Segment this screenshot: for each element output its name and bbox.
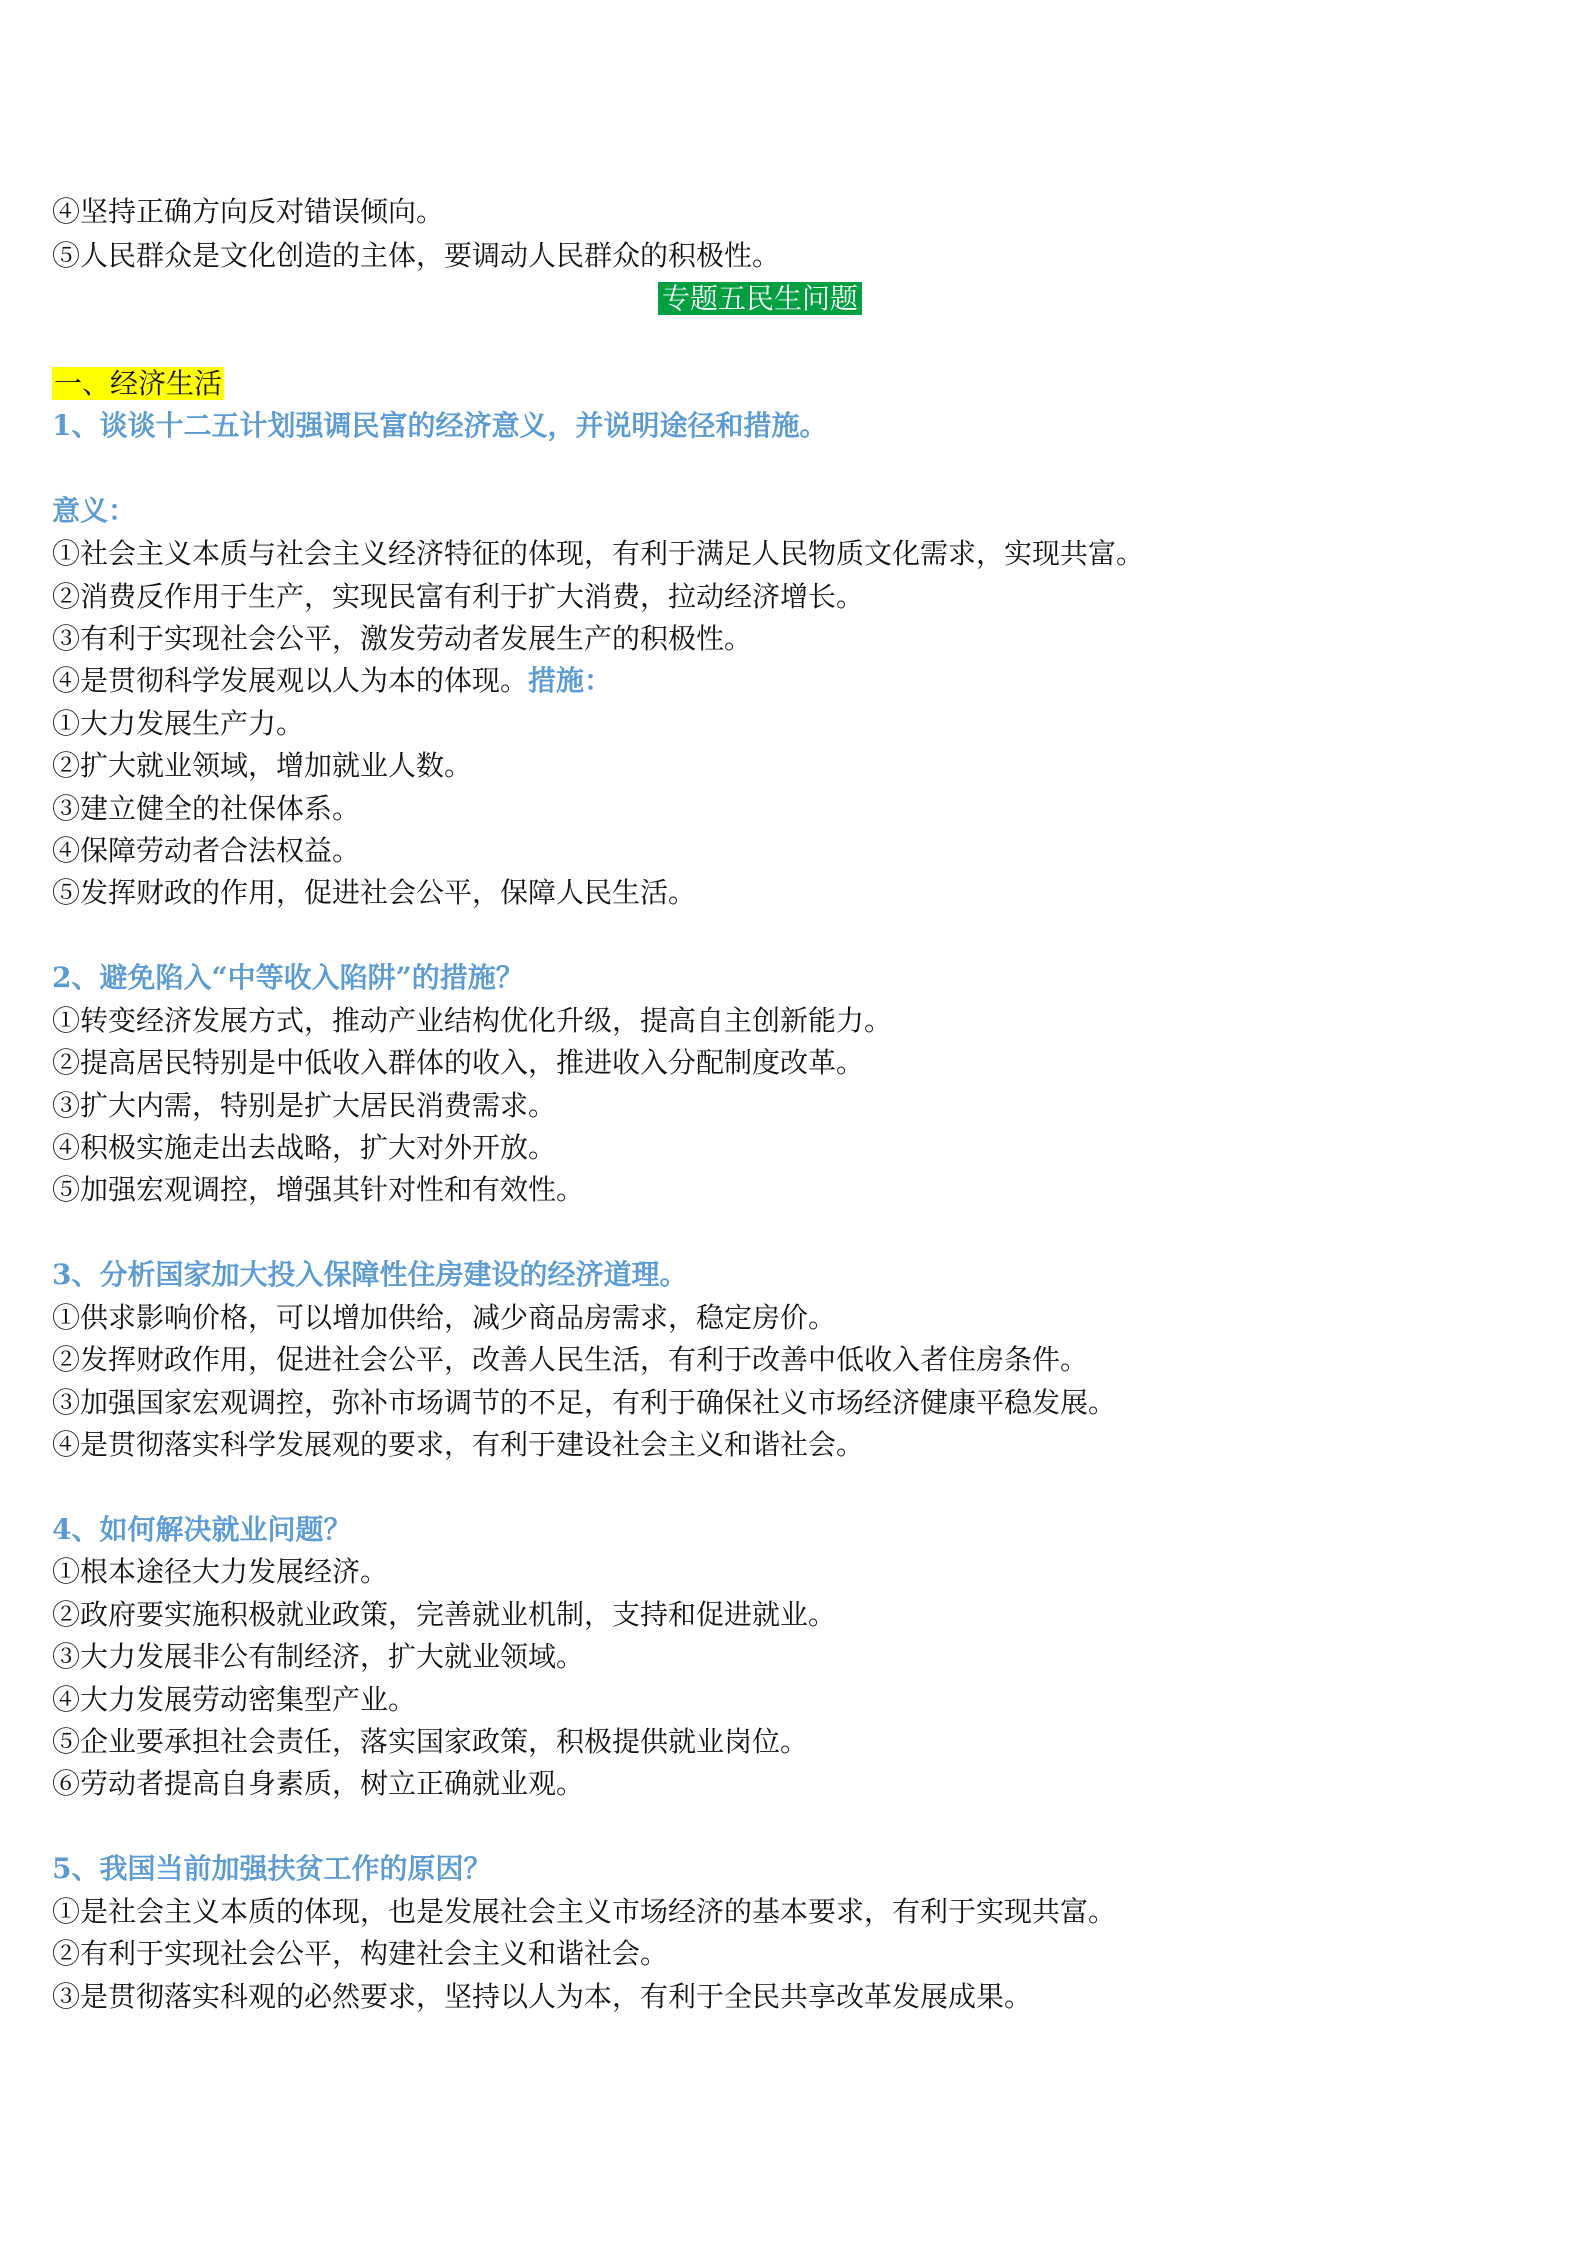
question-title: 1、谈谈十二五计划强调民富的经济意义，并说明途径和措施。 — [52, 409, 828, 442]
text-line: ③建立健全的社保体系。 — [52, 792, 361, 825]
text-line: ②政府要实施积极就业政策，完善就业机制，支持和促进就业。 — [52, 1598, 837, 1631]
text-line: ②发挥财政作用，促进社会公平，改善人民生活，有利于改善中低收入者住房条件。 — [52, 1343, 1089, 1376]
text-line: ③大力发展非公有制经济，扩大就业领域。 — [52, 1640, 585, 1673]
topic-title — [658, 279, 862, 319]
text-line: ③加强国家宏观调控，弥补市场调节的不足，有利于确保社义市场经济健康平稳发展。 — [52, 1386, 1117, 1419]
text-segment: ④是贯彻科学发展观以人为本的体现。 — [52, 664, 529, 697]
question-title: 2、避免陷入“中等收入陷阱”的措施？ — [52, 961, 524, 994]
measures-label: 措施： — [528, 664, 613, 697]
text-line: ⑤发挥财政的作用，促进社会公平，保障人民生活。 — [52, 876, 697, 909]
text-line: ②扩大就业领域，增加就业人数。 — [52, 749, 473, 782]
question-title: 4、如何解决就业问题？ — [52, 1513, 352, 1546]
topic-title-text: 专题五民生问题 — [658, 282, 862, 315]
text-line: ①根本途径大力发展经济。 — [52, 1555, 389, 1588]
text-line: ①社会主义本质与社会主义经济特征的体现，有利于满足人民物质文化需求，实现共富。 — [52, 537, 1145, 570]
text-line: ③是贯彻落实科观的必然要求，坚持以人为本，有利于全民共享改革发展成果。 — [52, 1980, 1033, 2013]
text-line: ①转变经济发展方式，推动产业结构优化升级，提高自主创新能力。 — [52, 1004, 893, 1037]
text-line: ②有利于实现社会公平，构建社会主义和谐社会。 — [52, 1937, 669, 1970]
section-title — [52, 364, 224, 404]
text-line: ④保障劳动者合法权益。 — [52, 834, 361, 867]
text-line: ⑤企业要承担社会责任，落实国家政策，积极提供就业岗位。 — [52, 1725, 809, 1758]
text-line: ⑤人民群众是文化创造的主体，要调动人民群众的积极性。 — [52, 239, 781, 272]
text-line: ④积极实施走出去战略，扩大对外开放。 — [52, 1131, 557, 1164]
text-line: ⑤加强宏观调控，增强其针对性和有效性。 — [52, 1173, 585, 1206]
text-line: ⑥劳动者提高自身素质，树立正确就业观。 — [52, 1767, 585, 1800]
section-title-text: 一、经济生活 — [54, 367, 223, 400]
text-line: ④是贯彻落实科学发展观的要求，有利于建设社会主义和谐社会。 — [52, 1428, 865, 1461]
text-line: ①大力发展生产力。 — [52, 707, 305, 740]
question-title: 3、分析国家加大投入保障性住房建设的经济道理。 — [52, 1258, 688, 1291]
text-line: ④大力发展劳动密集型产业。 — [52, 1683, 417, 1716]
text-line: ④坚持正确方向反对错误倾向。 — [52, 195, 445, 228]
question-title: 5、我国当前加强扶贫工作的原因？ — [52, 1852, 492, 1885]
text-line: ③有利于实现社会公平，激发劳动者发展生产的积极性。 — [52, 622, 753, 655]
text-line: ②提高居民特别是中低收入群体的收入，推进收入分配制度改革。 — [52, 1046, 865, 1079]
meaning-label: 意义： — [52, 494, 137, 527]
text-line: ③扩大内需，特别是扩大居民消费需求。 — [52, 1089, 557, 1122]
text-line: ①供求影响价格，可以增加供给，减少商品房需求，稳定房价。 — [52, 1301, 837, 1334]
text-line: ①是社会主义本质的体现，也是发展社会主义市场经济的基本要求，有利于实现共富。 — [52, 1895, 1117, 1928]
text-line — [52, 661, 612, 701]
text-line: ②消费反作用于生产，实现民富有利于扩大消费，拉动经济增长。 — [52, 580, 865, 613]
